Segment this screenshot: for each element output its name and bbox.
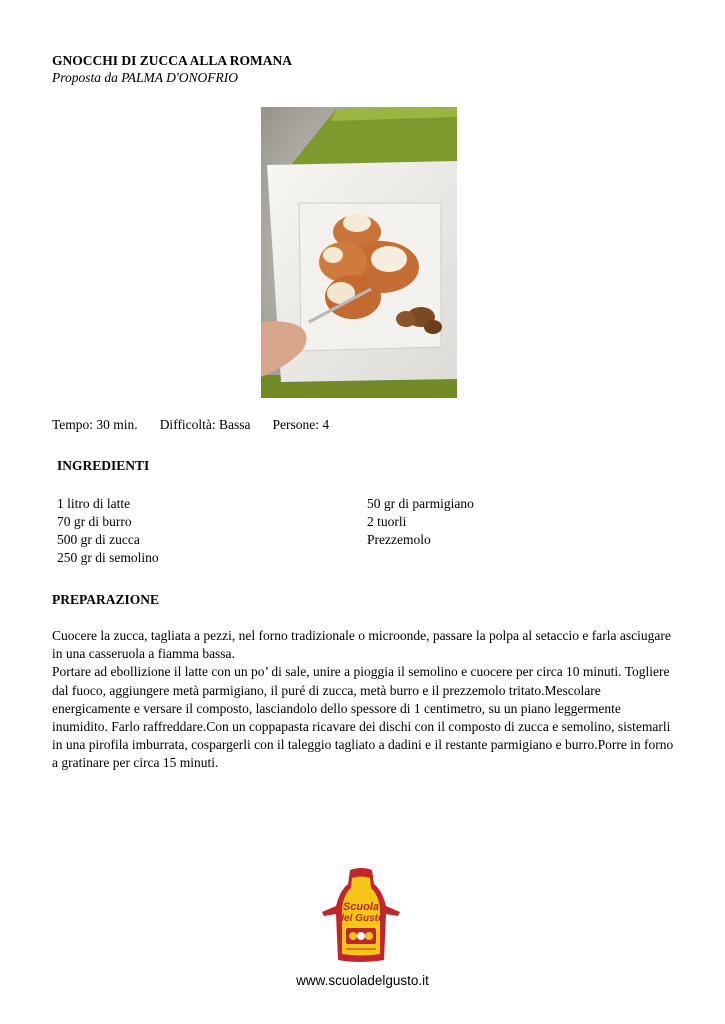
recipe-author: Proposta da PALMA D'ONOFRIO xyxy=(52,70,239,85)
servings: Persone: 4 xyxy=(272,417,330,432)
dish-photo-illustration xyxy=(261,107,457,398)
ingredient-item: 500 gr di zucca xyxy=(57,532,140,547)
logo-text-line2: del Gusto xyxy=(337,913,385,924)
dish-photo xyxy=(261,107,457,398)
logo-text-line1: Scuola xyxy=(342,901,380,913)
scuola-del-gusto-logo xyxy=(320,868,402,964)
ingredients-heading: INGREDIENTI xyxy=(57,458,150,473)
preparation-paragraph: Portare ad ebollizione il latte con un po’ di sale, unire a pioggia il semolino e cuocere per circa 10 minuti. Togliere dal fuoco, aggiungere metà parmigiano, il puré di zucca, metà burro e il prezzemolo tritato.Mescolare energicamente e versare il composto, lasciandolo dello spessore di 1 centimetro, su un piano leggermente inumidito. Farlo raffreddare.Con un coppapasta ricavare dei dischi con il composto di zucca e semolino, sistemarli in una pirofila imburrata, cospargerli con il taleggio tagliato a dadini e il restante parmigiano e burro.Porre in forno a gratinare per circa 15 minuti. xyxy=(52,664,674,771)
ingredient-item: 50 gr di parmigiano xyxy=(367,496,474,511)
recipe-meta xyxy=(52,417,351,433)
ingredient-item: 1 litro di latte xyxy=(57,496,131,511)
ingredients-column-1 xyxy=(57,495,159,567)
recipe-title: GNOCCHI DI ZUCCA ALLA ROMANA xyxy=(52,53,293,68)
preparation-heading: PREPARAZIONE xyxy=(52,592,160,607)
prep-time: Tempo: 30 min. xyxy=(52,417,138,432)
website-url[interactable] xyxy=(0,973,725,988)
ingredient-item: 70 gr di burro xyxy=(57,514,132,529)
preparation-paragraph: Cuocere la zucca, tagliata a pezzi, nel forno tradizionale o microonde, passare la polpa al setaccio e farla asciugare in una casseruola a fiamma bassa. xyxy=(52,628,671,662)
ingredient-item: Prezzemolo xyxy=(367,532,431,547)
website-link[interactable]: www.scuoladelgusto.it xyxy=(296,973,429,988)
ingredients-column-2 xyxy=(367,495,474,549)
apron-logo-icon xyxy=(320,868,402,964)
ingredient-item: 250 gr di semolino xyxy=(57,550,159,565)
ingredient-item: 2 tuorli xyxy=(367,514,407,529)
difficulty: Difficoltà: Bassa xyxy=(159,417,251,432)
preparation-text xyxy=(52,627,677,773)
